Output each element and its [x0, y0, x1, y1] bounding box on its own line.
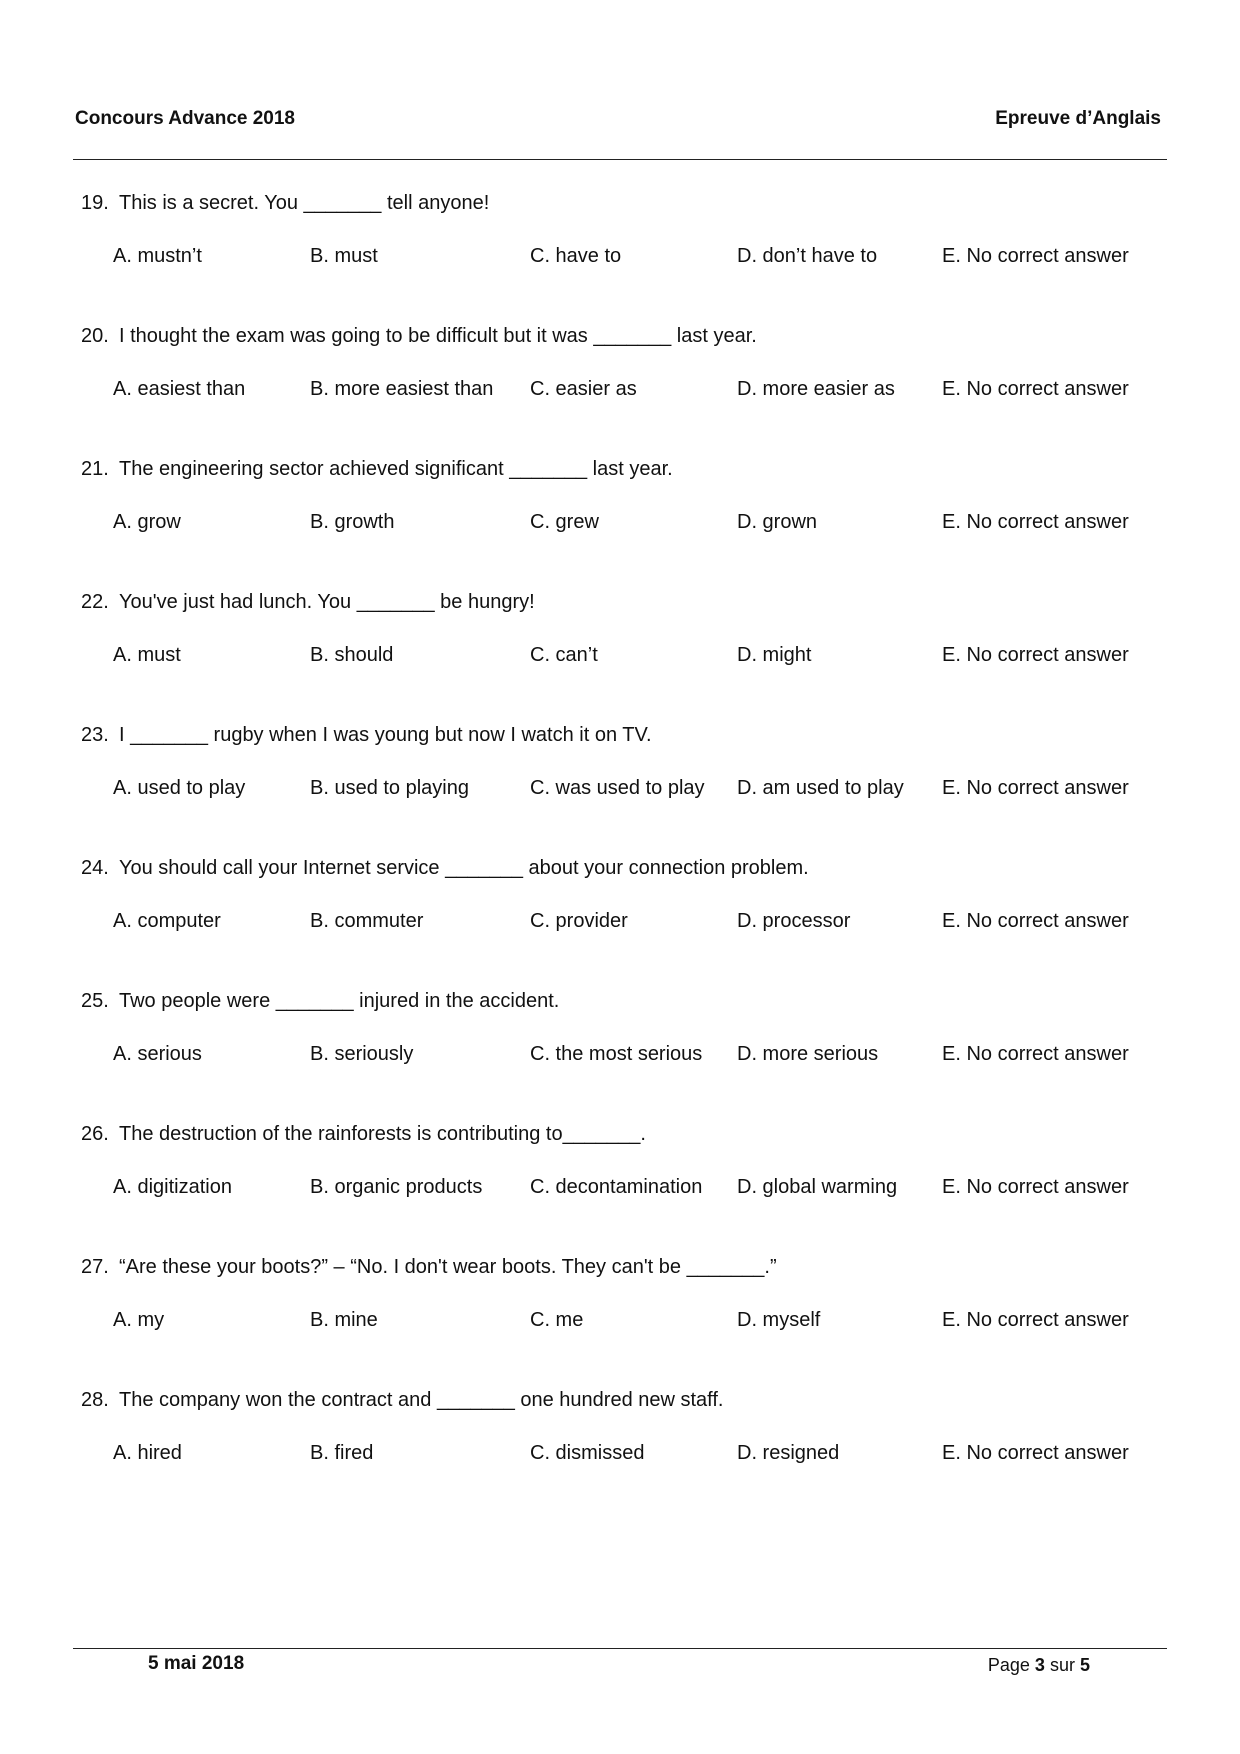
option-e: E. No correct answer: [942, 910, 1129, 932]
question-number: 21.: [81, 458, 109, 480]
option-d: D. am used to play: [737, 777, 904, 799]
option-a: A. serious: [113, 1043, 202, 1065]
option-e: E. No correct answer: [942, 378, 1129, 400]
option-c: C. easier as: [530, 378, 637, 400]
option-e: E. No correct answer: [942, 1043, 1129, 1065]
option-b: B. organic products: [310, 1176, 483, 1198]
option-c: C. the most serious: [530, 1043, 703, 1065]
question-number: 19.: [81, 192, 109, 214]
option-a: A. grow: [113, 511, 181, 533]
option-c: C. have to: [530, 245, 622, 267]
question-stem: [81, 1387, 724, 1413]
question-number: 23.: [81, 724, 109, 746]
page-middle: sur: [1049, 1655, 1075, 1675]
option-d: D. global warming: [737, 1176, 898, 1198]
question-text: The destruction of the rainforests is contributing to_______.: [119, 1123, 646, 1145]
question-text: “Are these your boots?” – “No. I don't wear boots. They can't be _______.”: [119, 1256, 777, 1278]
option-c: C. grew: [530, 511, 599, 533]
page-header: [75, 104, 1161, 134]
option-d: D. myself: [737, 1309, 821, 1331]
option-b: B. commuter: [310, 910, 424, 932]
page-number: 3: [1034, 1655, 1045, 1675]
option-a: A. used to play: [113, 777, 246, 799]
answer-options: [113, 775, 1163, 801]
option-e: E. No correct answer: [942, 1442, 1129, 1464]
option-d: D. resigned: [737, 1442, 840, 1464]
option-a: A. digitization: [113, 1176, 232, 1198]
answer-options: [113, 1307, 1163, 1333]
question-stem: [81, 190, 489, 216]
option-a: A. my: [113, 1309, 165, 1331]
question-number: 27.: [81, 1256, 109, 1278]
option-d: D. might: [737, 644, 812, 666]
header-exam-title: Concours Advance 2018: [75, 108, 295, 129]
question-stem: [81, 722, 652, 748]
question-text: The engineering sector achieved significant _______ last year.: [119, 458, 673, 480]
option-b: B. fired: [310, 1442, 374, 1464]
option-e: E. No correct answer: [942, 1176, 1129, 1198]
question-number: 28.: [81, 1389, 109, 1411]
question-stem: [81, 323, 757, 349]
question-number: 26.: [81, 1123, 109, 1145]
option-e: E. No correct answer: [942, 511, 1129, 533]
question-23: [81, 722, 1161, 855]
question-text: This is a secret. You _______ tell anyone!: [119, 192, 490, 214]
footer-divider: [73, 1648, 1167, 1649]
footer-date: 5 mai 2018: [148, 1653, 245, 1674]
option-b: B. mine: [310, 1309, 378, 1331]
question-number: 25.: [81, 990, 109, 1012]
question-stem: [81, 456, 673, 482]
question-24: [81, 855, 1161, 988]
page-indicator: [988, 1651, 1090, 1679]
option-d: D. grown: [737, 511, 818, 533]
option-a: A. easiest than: [113, 378, 246, 400]
page-prefix: Page: [987, 1655, 1030, 1675]
question-text: I _______ rugby when I was young but now I watch it on TV.: [119, 724, 652, 746]
answer-options: [113, 243, 1163, 269]
answer-options: [113, 376, 1163, 402]
option-a: A. mustn’t: [113, 245, 202, 267]
option-b: B. seriously: [310, 1043, 414, 1065]
option-b: B. growth: [310, 511, 395, 533]
question-27: [81, 1254, 1161, 1387]
option-a: A. computer: [113, 910, 221, 932]
question-stem: [81, 1254, 777, 1280]
option-c: C. can’t: [530, 644, 598, 666]
page-total: 5: [1079, 1655, 1090, 1675]
option-c: C. decontamination: [530, 1176, 703, 1198]
question-number: 22.: [81, 591, 109, 613]
question-25: [81, 988, 1161, 1121]
option-a: A. hired: [113, 1442, 182, 1464]
question-list: [81, 190, 1161, 1520]
question-stem: [81, 855, 809, 881]
option-b: B. more easiest than: [310, 378, 494, 400]
question-28: [81, 1387, 1161, 1520]
option-d: D. processor: [737, 910, 851, 932]
question-text: I thought the exam was going to be difficult but it was _______ last year.: [119, 325, 757, 347]
question-text: The company won the contract and _______ one hundred new staff.: [119, 1389, 724, 1411]
option-e: E. No correct answer: [942, 644, 1129, 666]
option-d: D. more easier as: [737, 378, 895, 400]
option-c: C. me: [530, 1309, 584, 1331]
header-divider: [73, 159, 1167, 160]
question-20: [81, 323, 1161, 456]
question-21: [81, 456, 1161, 589]
question-26: [81, 1121, 1161, 1254]
answer-options: [113, 1174, 1163, 1200]
question-number: 24.: [81, 857, 109, 879]
option-b: B. must: [310, 245, 378, 267]
option-b: B. used to playing: [310, 777, 469, 799]
option-e: E. No correct answer: [942, 1309, 1129, 1331]
option-a: A. must: [113, 644, 181, 666]
question-22: [81, 589, 1161, 722]
answer-options: [113, 509, 1163, 535]
option-e: E. No correct answer: [942, 777, 1129, 799]
option-d: D. don’t have to: [737, 245, 878, 267]
question-stem: [81, 1121, 646, 1147]
question-text: Two people were _______ injured in the accident.: [119, 990, 560, 1012]
question-stem: [81, 988, 559, 1014]
question-text: You've just had lunch. You _______ be hungry!: [119, 591, 535, 613]
option-c: C. provider: [530, 910, 628, 932]
question-text: You should call your Internet service _______ about your connection problem.: [119, 857, 809, 879]
answer-options: [113, 642, 1163, 668]
option-b: B. should: [310, 644, 394, 666]
option-d: D. more serious: [737, 1043, 879, 1065]
question-number: 20.: [81, 325, 109, 347]
option-c: C. dismissed: [530, 1442, 645, 1464]
option-e: E. No correct answer: [942, 245, 1129, 267]
answer-options: [113, 908, 1163, 934]
question-19: [81, 190, 1161, 323]
answer-options: [113, 1041, 1163, 1067]
header-subject: Epreuve d’Anglais: [995, 108, 1161, 129]
option-c: C. was used to play: [530, 777, 705, 799]
question-stem: [81, 589, 535, 615]
answer-options: [113, 1440, 1163, 1466]
